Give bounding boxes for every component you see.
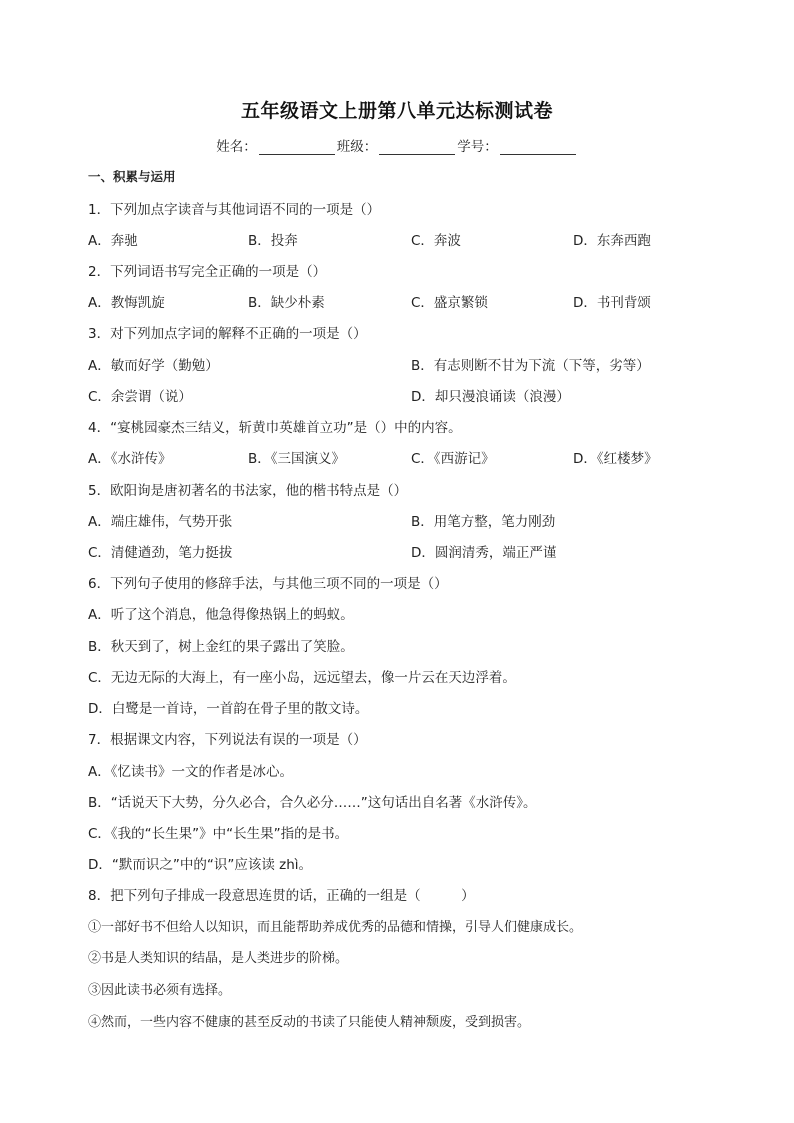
id-label: 学号：: [457, 139, 498, 155]
q2-option-d[interactable]: D．书刊背颂: [573, 295, 651, 311]
q2-option-b[interactable]: B．缺少朴素: [248, 295, 325, 311]
q6-option-a[interactable]: A．听了这个消息，他急得像热锅上的蚂蚁。: [88, 607, 354, 623]
q5-option-a[interactable]: A．端庄雄伟，气势开张: [88, 514, 233, 530]
question-7-stem: 7．根据课文内容，下列说法有误的一项是（）: [88, 732, 367, 748]
class-label: 班级：: [336, 139, 378, 155]
question-2-stem: 2．下列词语书写完全正确的一项是（）: [88, 264, 327, 280]
q3-option-d[interactable]: D．却只漫浪诵读（浪漫）: [411, 389, 570, 405]
question-3-stem: 3．对下列加点字词的解释不正确的一项是（）: [88, 326, 367, 342]
q7-option-d[interactable]: D．“默而识之”中的“识”应该读 zhì。: [88, 857, 313, 873]
q3-option-c[interactable]: C．余尝谓（说）: [88, 389, 192, 405]
q4-option-c[interactable]: C．《西游记》: [411, 451, 495, 467]
q6-option-c[interactable]: C．无边无际的大海上，有一座小岛，远远望去，像一片云在天边浮着。: [88, 670, 516, 686]
question-6-stem: 6．下列句子使用的修辞手法，与其他三项不同的一项是（）: [88, 576, 448, 592]
q6-option-d[interactable]: D．白鹭是一首诗，一首韵在骨子里的散文诗。: [88, 701, 369, 717]
q7-option-b[interactable]: B．“话说天下大势，分久必合，合久必分……”这句话出自名著《水浒传》。: [88, 795, 537, 811]
q4-option-b[interactable]: B．《三国演义》: [248, 451, 346, 467]
q5-option-d[interactable]: D．圆润清秀，端正严谨: [411, 545, 557, 561]
q6-option-b[interactable]: B．秋天到了，树上金红的果子露出了笑脸。: [88, 639, 354, 655]
question-4-stem: 4．“宴桃园豪杰三结义，斩黄巾英雄首立功”是（）中的内容。: [88, 420, 462, 436]
q7-option-c[interactable]: C．《我的“长生果”》中“长生果”指的是书。: [88, 826, 349, 842]
q3-option-a[interactable]: A．敏而好学（勤勉）: [88, 358, 219, 374]
q5-option-b[interactable]: B．用笔方整，笔力刚劲: [411, 514, 556, 530]
q7-option-a[interactable]: A．《忆读书》一文的作者是冰心。: [88, 764, 293, 780]
id-blank[interactable]: [500, 140, 576, 155]
question-8-stem: 8．把下列句子排成一段意思连贯的话，正确的一组是（ ）: [88, 888, 475, 904]
q8-sentence-3: ③因此读书必须有选择。: [88, 983, 232, 998]
question-1-stem: 1．下列加点字读音与其他词语不同的一项是（）: [88, 202, 381, 218]
question-5-stem: 5．欧阳询是唐初著名的书法家，他的楷书特点是（）: [88, 483, 408, 499]
q5-option-c[interactable]: C．清健遒劲，笔力挺拔: [88, 545, 233, 561]
q2-option-a[interactable]: A．教悔凯旋: [88, 295, 165, 311]
q1-option-c[interactable]: C．奔波: [411, 233, 461, 249]
name-label: 姓名：: [216, 139, 257, 155]
q1-option-a[interactable]: A．奔驰: [88, 233, 138, 249]
page-title: 五年级语文上册第八单元达标测试卷: [240, 100, 553, 122]
q1-option-d[interactable]: D．东奔西跑: [573, 233, 651, 249]
q8-sentence-1: ①一部好书不但给人以知识，而且能帮助养成优秀的品德和情操，引导人们健康成长。: [88, 920, 583, 935]
q4-option-a[interactable]: A．《水浒传》: [88, 451, 172, 467]
section-heading: 一、积累与运用: [88, 169, 176, 184]
q2-option-c[interactable]: C．盛京繁锁: [411, 295, 488, 311]
q4-option-d[interactable]: D．《红楼梦》: [573, 451, 658, 467]
class-blank[interactable]: [379, 140, 455, 155]
q8-sentence-2: ②书是人类知识的结晶，是人类进步的阶梯。: [88, 951, 349, 966]
student-info-line: [0, 135, 794, 155]
q8-sentence-4: ④然而，一些内容不健康的甚至反动的书读了只能使人精神颓废，受到损害。: [88, 1015, 531, 1030]
q1-option-b[interactable]: B．投奔: [248, 233, 298, 249]
name-blank[interactable]: [259, 140, 335, 155]
q3-option-b[interactable]: B．有志则断不甘为下流（下等，劣等）: [411, 358, 650, 374]
